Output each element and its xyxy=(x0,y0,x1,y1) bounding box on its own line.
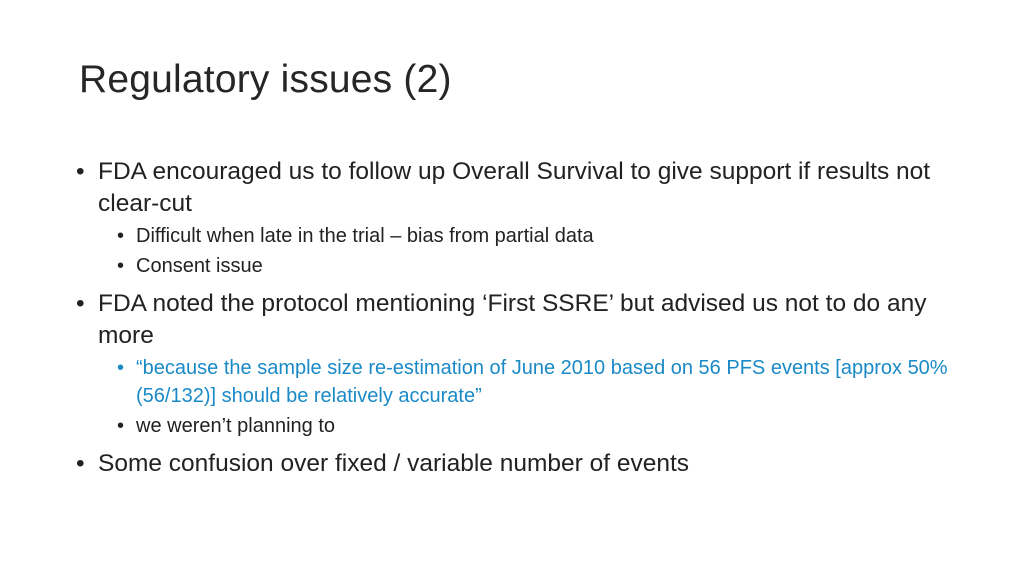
sub-bullet-item-2-2: • we weren’t planning to xyxy=(74,412,954,440)
sub-bullet-item-2-1-quote: • “because the sample size re-estimation of June 2010 based on 56 PFS events [approx 50% (56/132)] should be relatively accurate” xyxy=(74,354,954,410)
bullet-item-3: • Some confusion over fixed / variable number of events xyxy=(74,448,954,480)
bullet-list xyxy=(74,156,954,480)
sub-bullet-item-1-2: • Consent issue xyxy=(74,252,954,280)
slide-title: Regulatory issues (2) xyxy=(79,58,452,101)
bullet-item-2: • FDA noted the protocol mentioning ‘First SSRE’ but advised us not to do any more xyxy=(74,288,954,352)
bullet-item-1: • FDA encouraged us to follow up Overall Survival to give support if results not clear-cut xyxy=(74,156,954,220)
sub-bullet-item-1-1: • Difficult when late in the trial – bias from partial data xyxy=(74,222,954,250)
